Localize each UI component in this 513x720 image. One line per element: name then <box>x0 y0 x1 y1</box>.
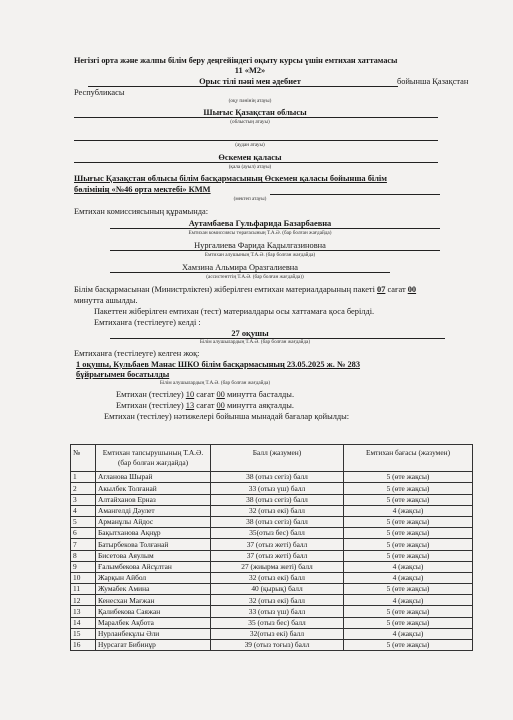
score-cell: 33 (отыз үш) балл <box>211 606 344 617</box>
score-cell: 38 (отыз сегіз) балл <box>211 494 344 505</box>
end-suffix: минутта аяқталды. <box>226 401 294 410</box>
student-name: Агланова Шырай <box>96 472 211 483</box>
student-name: Қалибекова Саяжан <box>96 606 211 617</box>
score-cell: 35 (отыз бес) балл <box>211 617 344 628</box>
absent-line1: 1 оқушы, Кульбаев Манас ШКО білім басқармасының 23.05.2025 ж. № 283 <box>76 360 361 369</box>
materials-line2: минутта ашылды. <box>74 296 138 305</box>
row-number: 3 <box>71 494 96 505</box>
row-number: 4 <box>71 505 96 516</box>
district-line <box>74 140 438 141</box>
table-row <box>71 516 473 527</box>
grade-cell: 5 (өте жақсы) <box>344 606 473 617</box>
student-name: Алтайханов Ерназ <box>96 494 211 505</box>
city-hint: (қала (ауыл) атауы) <box>228 164 272 170</box>
package-open-hour: 07 <box>377 285 386 294</box>
grade-cell: 4 (жақсы) <box>344 628 473 639</box>
score-cell: 27 (жиырма жеті) балл <box>211 561 344 572</box>
row-number: 10 <box>71 572 96 583</box>
grade-cell: 5 (өте жақсы) <box>344 483 473 494</box>
chair-hint: Емтихан комиссиясы төрағасының Т.А.Ә. (бар болған жағдайда) <box>188 230 332 236</box>
score-cell: 32 (отыз екі) балл <box>211 595 344 606</box>
start-label: Емтихан (тестілеу) <box>116 390 184 399</box>
results-table <box>70 444 473 651</box>
student-name: Ғалымбекова Айсұлтан <box>96 561 211 572</box>
results-intro: Емтихан (тестілеу) нәтижелері бойынша мынадай бағалар қойылды: <box>104 412 350 421</box>
row-number: 15 <box>71 628 96 639</box>
class-grade: 11 «М2» <box>234 66 266 75</box>
header-grade: Емтихан бағасы (жазумен) <box>344 445 473 472</box>
end-hour: 13 <box>185 401 195 410</box>
header-number: № <box>71 445 96 472</box>
row-number: 12 <box>71 595 96 606</box>
grade-cell: 5 (өте жақсы) <box>344 550 473 561</box>
table-row <box>71 539 473 550</box>
start-time-line <box>116 390 294 400</box>
assistant-hint: (ассистенттің Т.А.Ә. (бар болған жағдайда)) <box>206 274 304 280</box>
end-hour-label: сағат <box>196 401 215 410</box>
start-hour-label: сағат <box>196 390 215 399</box>
school-hint: (мектеп атауы) <box>233 196 267 202</box>
grade-cell: 5 (өте жақсы) <box>344 472 473 483</box>
examiner-hint: Емтихан алушының Т.А.Ә. (бар болған жағдайда) <box>204 252 316 258</box>
grade-cell: 4 (жақсы) <box>344 505 473 516</box>
table-row <box>71 572 473 583</box>
materials-line1 <box>74 285 416 295</box>
arrived-label: Емтиханға (тестілеуге) келді : <box>94 318 201 327</box>
student-name: Маралбек Ақбота <box>96 617 211 628</box>
row-number: 9 <box>71 561 96 572</box>
grade-cell: 5 (өте жақсы) <box>344 516 473 527</box>
end-label: Емтихан (тестілеу) <box>116 401 184 410</box>
table-row <box>71 472 473 483</box>
table-row <box>71 617 473 628</box>
arrived-hint: Білім алушылардың Т.А.Ә. (бар болған жағдайда) <box>199 339 311 345</box>
package-open-minute: 00 <box>407 285 417 294</box>
end-minute: 00 <box>216 401 225 410</box>
start-minute: 00 <box>216 390 225 399</box>
score-cell: 33 (отыз үш) балл <box>211 483 344 494</box>
arrived-count: 27 оқушы <box>231 329 269 338</box>
table-row <box>71 494 473 505</box>
grade-cell: 4 (жақсы) <box>344 595 473 606</box>
row-number: 5 <box>71 516 96 527</box>
grade-cell: 5 (өте жақсы) <box>344 539 473 550</box>
city-name: Өскемен қаласы <box>218 153 282 162</box>
school-name-line2: бөлімінің «№46 орта мектебі» КММ <box>74 185 211 194</box>
student-name: Акылбек Толғанай <box>96 483 211 494</box>
commission-chair: Аутамбаева Гульфарида Базарбаевна <box>188 219 332 228</box>
table-row <box>71 595 473 606</box>
student-name: Батырбекова Толғанай <box>96 539 211 550</box>
school-line <box>270 194 440 195</box>
start-suffix: минутта басталды. <box>226 390 295 399</box>
hour-label: сағат <box>387 285 406 294</box>
school-name-line1: Шығыс Қазақстан облысы білім басқармасының Өскемен қаласы бойынша білім <box>74 174 387 183</box>
student-name: Жумабек Амина <box>96 584 211 595</box>
table-row <box>71 606 473 617</box>
score-cell: 37 (отыз жеті) балл <box>211 539 344 550</box>
score-cell: 37 (отыз жеті) балл <box>211 550 344 561</box>
materials-line3: Пакеттен жіберілген емтихан (тест) материалдары осы хаттамаға қоса берілді. <box>94 307 375 316</box>
table-row <box>71 550 473 561</box>
grade-cell: 4 (жақсы) <box>344 572 473 583</box>
republic-label: Республикасы <box>74 88 125 97</box>
score-cell: 32(отыз екі) балл <box>211 628 344 639</box>
grade-cell: 5 (өте жақсы) <box>344 640 473 651</box>
row-number: 6 <box>71 528 96 539</box>
grade-cell: 5 (өте жақсы) <box>344 617 473 628</box>
student-name: Бисетова Аяулым <box>96 550 211 561</box>
grade-cell: 5 (өте жақсы) <box>344 528 473 539</box>
table-row <box>71 640 473 651</box>
score-cell: 32 (отыз екі) балл <box>211 505 344 516</box>
table-row <box>71 528 473 539</box>
table-row <box>71 584 473 595</box>
district-hint: (аудан атауы) <box>235 142 265 148</box>
student-name: Нурланбекұлы Әли <box>96 628 211 639</box>
table-row <box>71 505 473 516</box>
grade-cell: 5 (өте жақсы) <box>344 584 473 595</box>
absent-label: Емтиханға (тестілеуге) келген жоқ: <box>74 349 200 358</box>
row-number: 13 <box>71 606 96 617</box>
table-header-row <box>71 445 473 472</box>
table-row <box>71 561 473 572</box>
header-student-name: Емтихан тапсырушының Т.А.Ә. (бар болған жағдайда) <box>96 445 211 472</box>
end-time-line <box>116 401 294 411</box>
score-cell: 39 (отыз тоғыз) балл <box>211 640 344 651</box>
row-number: 7 <box>71 539 96 550</box>
row-number: 8 <box>71 550 96 561</box>
region-name: Шығыс Қазақстан облысы <box>203 108 307 117</box>
student-name: Кенесхан Мағжан <box>96 595 211 606</box>
materials-package-text: Білім басқармасынан (Министрліктен) жіберілген емтихан материалдарының пакеті <box>74 285 375 294</box>
assistant-name: Хамзина Альмира Оразгалиевна <box>182 263 298 272</box>
protocol-title: Негізгі орта және жалпы білім беру деңгейіндегі оқыту курсы үшін емтихан хаттамасы <box>74 56 398 65</box>
header-score: Балл (жазумен) <box>211 445 344 472</box>
row-number: 2 <box>71 483 96 494</box>
row-number: 14 <box>71 617 96 628</box>
row-number: 1 <box>71 472 96 483</box>
start-hour: 10 <box>185 390 195 399</box>
student-name: Арманұлы Айдос <box>96 516 211 527</box>
commission-label: Емтихан комиссиясының құрамында: <box>74 207 209 216</box>
examiner-name: Нургалиева Фарида Кадылгазиновна <box>194 241 326 250</box>
subject-suffix: бойынша Қазақстан <box>397 77 469 86</box>
subject-hint: (оқу пәнінің атауы) <box>228 98 272 104</box>
row-number: 16 <box>71 640 96 651</box>
table-row <box>71 483 473 494</box>
score-cell: 38 (отыз сегіз) балл <box>211 516 344 527</box>
subject-name: Орыс тілі пәні мен әдебиет <box>199 77 301 86</box>
absent-line2: бұйрығымен босатылды <box>76 370 170 379</box>
student-name: Нурсагат Бибинұр <box>96 640 211 651</box>
student-name: Амангелді Дәулет <box>96 505 211 516</box>
table-row <box>71 628 473 639</box>
grade-cell: 5 (өте жақсы) <box>344 494 473 505</box>
student-name: Бақытханова Ақнұр <box>96 528 211 539</box>
score-cell: 38 (отыз сегіз) балл <box>211 472 344 483</box>
grade-cell: 4 (жақсы) <box>344 561 473 572</box>
student-name: Жарқын Айбол <box>96 572 211 583</box>
score-cell: 35(отыз бес) балл <box>211 528 344 539</box>
score-cell: 40 (қырық) балл <box>211 584 344 595</box>
score-cell: 32 (отыз екі) балл <box>211 572 344 583</box>
region-hint: (облыстың атауы) <box>230 119 270 125</box>
row-number: 11 <box>71 584 96 595</box>
absent-hint: Білім алушылардың Т.А.Ә. (бар болған жағдайда) <box>159 380 271 386</box>
